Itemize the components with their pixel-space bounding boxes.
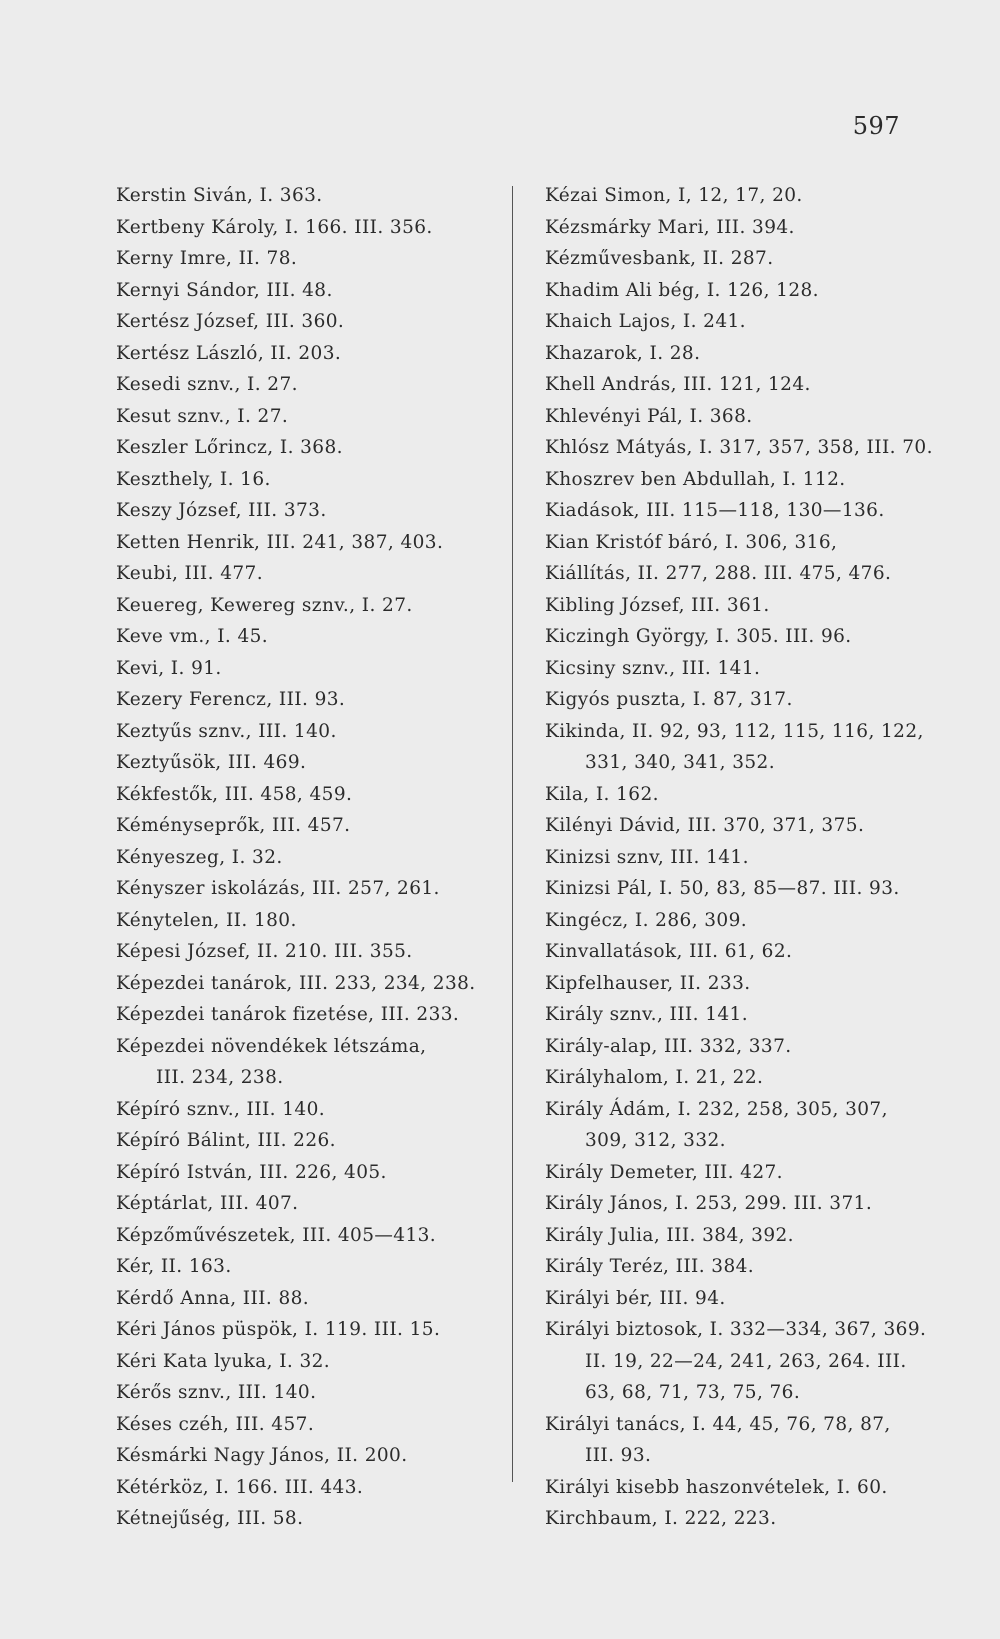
index-entry-text: Kezery Ferencz, III. 93. [116, 689, 346, 710]
index-entry [545, 243, 935, 275]
column-divider [512, 186, 513, 1482]
index-entry-text: Kérdő Anna, III. 88. [116, 1287, 310, 1309]
index-entry [545, 1472, 935, 1504]
index-entry-text: Kézai Simon, I, 12, 17, 20. [545, 185, 803, 206]
index-entry [116, 1409, 496, 1441]
index-entry-text: Képtárlat, III. 407. [116, 1193, 299, 1214]
index-entry-text: Kinizsi sznv, III. 141. [545, 846, 749, 868]
index-entry [116, 779, 496, 811]
index-entry-text: Kingécz, I. 286, 309. [545, 909, 748, 931]
index-entry-text: Kiállítás, II. 277, 288. III. 475, 476. [545, 563, 892, 584]
index-entry [116, 999, 496, 1031]
index-entry [116, 1503, 496, 1535]
page-number: 597 [852, 112, 900, 140]
index-entry-text: Kibling József, III. 361. [545, 594, 770, 616]
index-entry [116, 401, 496, 433]
index-entry-text: Képíró sznv., III. 140. [116, 1098, 326, 1120]
index-entry [545, 590, 935, 622]
index-entry-text: Kéményseprők, III. 457. [116, 815, 351, 836]
index-entry [116, 1251, 496, 1283]
index-entry-text: Khaich Lajos, I. 241. [545, 311, 746, 332]
index-entry-text: Királyi biztosok, I. 332—334, 367, 369. [545, 1319, 927, 1340]
index-entry-text: Khlevényi Pál, I. 368. [545, 405, 753, 427]
index-entry [545, 1188, 935, 1220]
index-entry [116, 306, 496, 338]
index-entry [116, 180, 496, 212]
index-entry-text: Khoszrev ben Abdullah, I. 112. [545, 468, 846, 490]
index-entry-text: Kiczingh György, I. 305. III. 96. [545, 626, 852, 647]
index-entry [545, 1031, 935, 1063]
index-entry [116, 621, 496, 653]
index-entry [545, 968, 935, 1000]
index-entry [545, 716, 935, 779]
index-entry-text: Kirchbaum, I. 222, 223. [545, 1508, 777, 1529]
index-entry-text: Keuereg, Kewereg sznv., I. 27. [116, 594, 413, 616]
index-entry [116, 1377, 496, 1409]
index-entry [116, 243, 496, 275]
index-entry [116, 495, 496, 527]
index-entry [545, 1503, 935, 1535]
index-entry [545, 495, 935, 527]
index-entry-text: Kéri Kata lyuka, I. 32. [116, 1350, 331, 1372]
index-entry-text: Késmárki Nagy János, II. 200. [116, 1445, 408, 1466]
index-entry-text: Kernyi Sándor, III. 48. [116, 279, 333, 301]
index-entry-text: Király Demeter, III. 427. [545, 1161, 783, 1183]
index-entry [116, 558, 496, 590]
index-entry [545, 1094, 935, 1157]
index-entry-text: Kérős sznv., III. 140. [116, 1382, 317, 1403]
index-entry [116, 1472, 496, 1504]
index-entry [545, 905, 935, 937]
index-entry-text: Keve vm., I. 45. [116, 626, 269, 647]
index-entry [116, 873, 496, 905]
index-entry [545, 873, 935, 905]
index-entry-text: Kéri János püspök, I. 119. III. 15. [116, 1319, 441, 1340]
index-entry [116, 653, 496, 685]
index-entry-text: Keztyűsök, III. 469. [116, 752, 307, 773]
index-entry-text: Király-alap, III. 332, 337. [545, 1035, 792, 1057]
index-entry-text: Kertbeny Károly, I. 166. III. 356. [116, 216, 433, 238]
index-entry-text: Képezdei tanárok fizetése, III. 233. [116, 1004, 460, 1025]
index-entry [545, 653, 935, 685]
index-entry-text: Király sznv., III. 141. [545, 1004, 748, 1025]
index-entry-text: Király Teréz, III. 384. [545, 1256, 755, 1277]
index-entry [545, 1062, 935, 1094]
index-entry-text: Kigyós puszta, I. 87, 317. [545, 689, 793, 710]
index-entry-text: Kér, II. 163. [116, 1256, 232, 1277]
index-entry-text: Képíró Bálint, III. 226. [116, 1130, 336, 1151]
index-entry [545, 621, 935, 653]
index-entry-text: Keszler Lőrincz, I. 368. [116, 437, 343, 458]
index-entry-text: Kékfestők, III. 458, 459. [116, 783, 353, 805]
index-entry [545, 432, 935, 464]
index-entry [116, 1094, 496, 1126]
index-entry-text: Keubi, III. 477. [116, 563, 263, 584]
index-entry [116, 338, 496, 370]
index-entry-text: Ketten Henrik, III. 241, 387, 403. [116, 531, 444, 553]
index-entry-text: Kilényi Dávid, III. 370, 371, 375. [545, 815, 865, 836]
index-entry [545, 1409, 935, 1472]
index-entry-continuation: II. 19, 22—24, 241, 263, 264. III. [585, 1350, 907, 1372]
index-entry [545, 779, 935, 811]
index-entry-text: Kényeszeg, I. 32. [116, 846, 283, 868]
index-entry-continuation: 309, 312, 332. [585, 1130, 726, 1151]
index-entry [116, 905, 496, 937]
index-entry-text: Kétérköz, I. 166. III. 443. [116, 1476, 364, 1498]
index-entry-text: Khazarok, I. 28. [545, 342, 701, 364]
index-entry-text: Kevi, I. 91. [116, 657, 222, 679]
index-entry [545, 180, 935, 212]
index-entry [116, 842, 496, 874]
index-entry-text: Kicsiny sznv., III. 141. [545, 657, 761, 679]
index-entry [116, 1440, 496, 1472]
index-entry-text: Kipfelhauser, II. 233. [545, 972, 751, 994]
index-entry [545, 684, 935, 716]
index-entry-text: Kian Kristóf báró, I. 306, 316, [545, 531, 838, 553]
index-entry-text: Keztyűs sznv., III. 140. [116, 720, 337, 742]
index-entry-text: Király Julia, III. 384, 392. [545, 1224, 794, 1246]
index-entry-text: Király Ádám, I. 232, 258, 305, 307, [545, 1098, 888, 1120]
index-column-left [116, 180, 496, 1535]
index-entry-text: Királyhalom, I. 21, 22. [545, 1067, 764, 1088]
index-entry [116, 527, 496, 559]
index-entry [545, 464, 935, 496]
index-entry-text: Képezdei növendékek létszáma, [116, 1035, 427, 1057]
index-entry-text: Késes czéh, III. 457. [116, 1413, 315, 1435]
index-entry-text: Kertész László, II. 203. [116, 342, 342, 364]
index-entry-text: Kikinda, II. 92, 93, 112, 115, 116, 122, [545, 720, 924, 742]
index-entry [116, 810, 496, 842]
index-entry-text: Kinvallatások, III. 61, 62. [545, 941, 793, 962]
index-entry [545, 1157, 935, 1189]
index-entry [545, 369, 935, 401]
index-entry-text: Királyi kisebb haszonvételek, I. 60. [545, 1476, 888, 1498]
index-entry-text: Képzőművészetek, III. 405—413. [116, 1224, 437, 1246]
index-entry [116, 684, 496, 716]
index-entry-text: Kinizsi Pál, I. 50, 83, 85—87. III. 93. [545, 878, 900, 899]
index-entry [545, 936, 935, 968]
index-entry [116, 1125, 496, 1157]
index-entry-text: Kertész József, III. 360. [116, 311, 345, 332]
index-entry-continuation: 331, 340, 341, 352. [585, 752, 776, 773]
index-entry-text: Királyi bér, III. 94. [545, 1287, 726, 1309]
index-entry [545, 275, 935, 307]
index-entry [116, 212, 496, 244]
index-entry-text: Kerny Imre, II. 78. [116, 248, 298, 269]
index-entry-text: Kézsmárky Mari, III. 394. [545, 216, 795, 238]
index-entry [545, 1314, 935, 1409]
index-entry [116, 369, 496, 401]
index-entry [116, 1031, 496, 1094]
index-entry [116, 275, 496, 307]
index-entry-text: Kesedi sznv., I. 27. [116, 374, 298, 395]
index-entry-text: Kerstin Siván, I. 363. [116, 185, 323, 206]
index-entry-text: Kényszer iskolázás, III. 257, 261. [116, 878, 440, 899]
index-entry [545, 1220, 935, 1252]
index-entry-text: Kila, I. 162. [545, 783, 659, 805]
index-entry-text: Keszy József, III. 373. [116, 500, 327, 521]
index-entry-text: Khadim Ali bég, I. 126, 128. [545, 279, 819, 301]
index-entry [116, 1188, 496, 1220]
index-entry [545, 842, 935, 874]
index-entry-text: Királyi tanács, I. 44, 45, 76, 78, 87, [545, 1413, 891, 1435]
index-entry [116, 432, 496, 464]
index-entry-continuation: III. 93. [585, 1445, 652, 1466]
index-entry [116, 968, 496, 1000]
index-entry [545, 527, 935, 559]
index-entry [545, 212, 935, 244]
index-entry-text: Képezdei tanárok, III. 233, 234, 238. [116, 972, 476, 994]
index-entry [545, 1251, 935, 1283]
index-entry [545, 810, 935, 842]
index-entry-continuation: 63, 68, 71, 73, 75, 76. [585, 1382, 801, 1403]
index-entry-text: Király János, I. 253, 299. III. 371. [545, 1193, 873, 1214]
index-entry [116, 1346, 496, 1378]
index-entry [116, 1157, 496, 1189]
index-entry [545, 306, 935, 338]
index-entry-text: Khell András, III. 121, 124. [545, 374, 811, 395]
index-entry [545, 338, 935, 370]
index-entry-text: Kétnejűség, III. 58. [116, 1508, 304, 1529]
index-entry [116, 747, 496, 779]
index-entry [116, 716, 496, 748]
index-entry-text: Khlósz Mátyás, I. 317, 357, 358, III. 70. [545, 437, 933, 458]
index-entry-text: Képesi József, II. 210. III. 355. [116, 941, 413, 962]
index-entry-continuation: III. 234, 238. [156, 1067, 284, 1088]
index-entry [116, 936, 496, 968]
index-entry-text: Kesut sznv., I. 27. [116, 405, 289, 427]
index-entry-text: Kénytelen, II. 180. [116, 909, 297, 931]
index-entry-text: Kiadások, III. 115—118, 130—136. [545, 500, 885, 521]
index-entry-text: Képíró István, III. 226, 405. [116, 1161, 387, 1183]
index-entry [116, 1283, 496, 1315]
index-entry [545, 999, 935, 1031]
index-column-right [545, 180, 935, 1535]
index-entry [116, 1314, 496, 1346]
index-entry [116, 1220, 496, 1252]
index-entry [116, 464, 496, 496]
index-entry [545, 558, 935, 590]
index-entry [545, 1283, 935, 1315]
index-entry [545, 401, 935, 433]
index-entry-text: Kézművesbank, II. 287. [545, 248, 774, 269]
index-entry-text: Keszthely, I. 16. [116, 468, 271, 490]
index-entry [116, 590, 496, 622]
